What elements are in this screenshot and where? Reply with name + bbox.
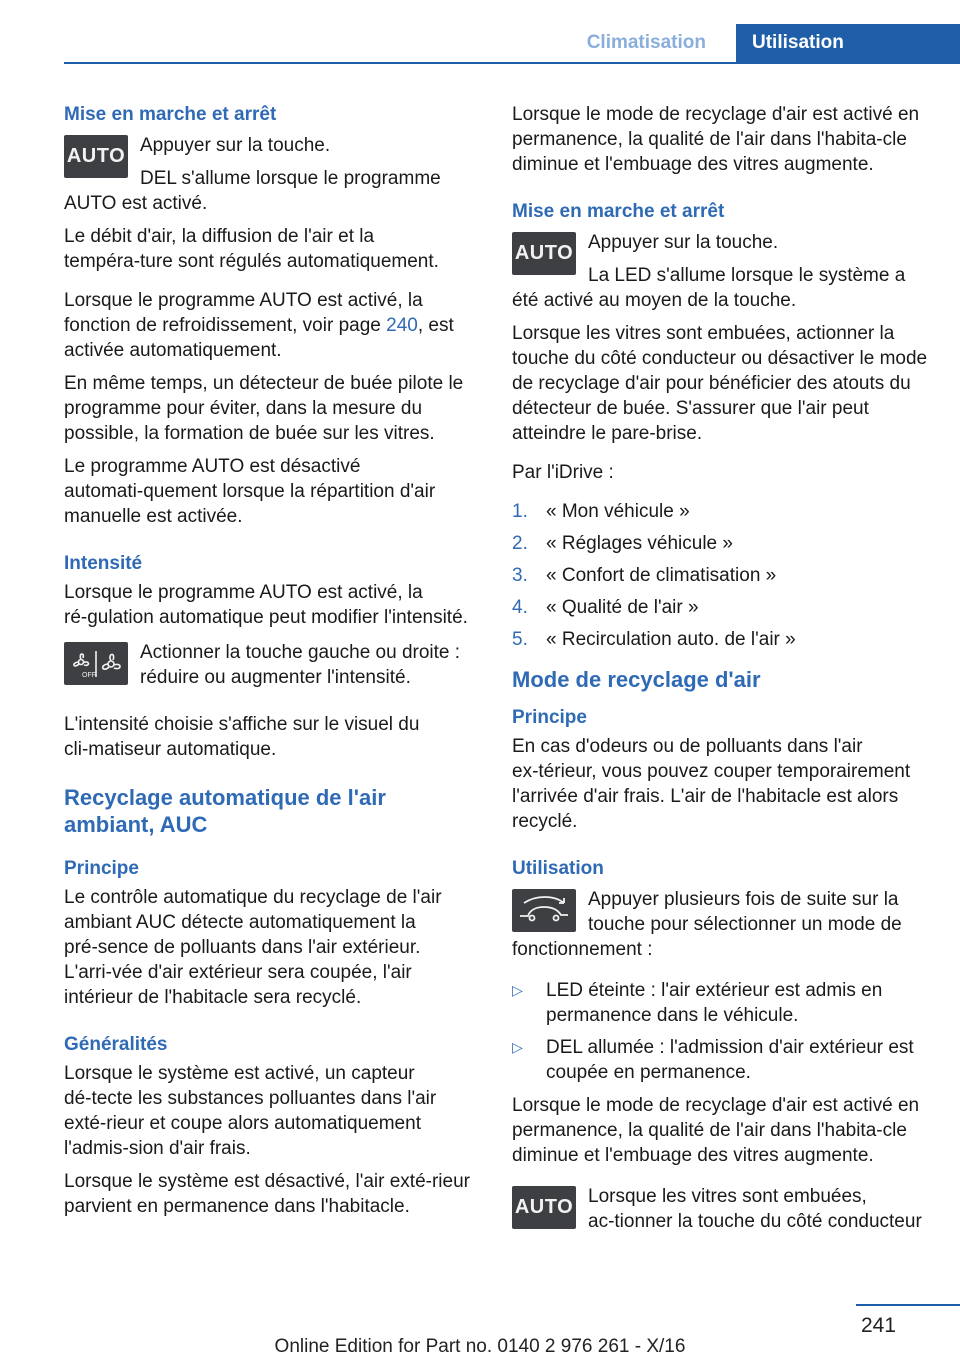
paragraph: Le contrôle automatique du recyclage de l'air ambiant AUC détecte automatiquement la pré‑sence de polluants dans l'air extérieur. L'arri‑vée d'air extérieur sera coupée, l'air intérieur de l'habitacle sera recyclé.	[64, 887, 442, 1008]
footer-edition: Online Edition for Part no. 0140 2 976 261 - X/16	[274, 1336, 686, 1357]
paragraph: Lorsque le mode de recyclage d'air est activé en permanence, la qualité de l'air dans l'habita‑cle diminue et l'embuage des vitres augmente.	[512, 1095, 920, 1166]
right-column	[512, 102, 930, 1242]
recirculation-text: Appuyer plusieurs fois de suite sur la touche pour sélectionner un mode de fonctionnement :	[512, 889, 902, 960]
led-text: La LED s'allume lorsque le système a été activé au moyen de la touche.	[512, 265, 906, 311]
list-item: 2. « Réglages véhicule »	[512, 533, 733, 554]
left-column	[64, 102, 478, 1227]
auto-block	[64, 131, 478, 224]
page-number: 241	[860, 1314, 896, 1337]
intensity-text: Actionner la touche gauche ou droite : réduire ou augmenter l'intensité.	[140, 642, 461, 688]
auto-button-icon: AUTO	[64, 135, 128, 178]
svg-text:OFF: OFF	[82, 671, 96, 679]
list-item: ▷ LED éteinte : l'air extérieur est admis en permanence dans le véhicule.	[512, 980, 883, 1026]
paragraph: Lorsque le programme AUTO est activé, la ré‑gulation automatique peut modifier l'intensité.	[64, 582, 468, 628]
recirculation-block	[512, 885, 930, 970]
mode-list	[512, 978, 930, 1085]
list-item: 1. « Mon véhicule »	[512, 501, 690, 522]
paragraph: Lorsque le mode de recyclage d'air est activé en permanence, la qualité de l'air dans l'habita‑cle diminue et l'embuage des vitres augmente.	[512, 104, 920, 175]
heading-principe: Principe	[64, 858, 139, 879]
paragraph: Lorsque le système est désactivé, l'air exté‑rieur parvient en permanence dans l'habitacle.	[64, 1171, 470, 1217]
paragraph: Lorsque les vitres sont embuées, ac‑tionner la touche du côté conducteur	[588, 1186, 922, 1232]
paragraph: L'intensité choisie s'affiche sur le visuel du cli‑matiseur automatique.	[64, 714, 420, 760]
fan-intensity-icon	[64, 642, 128, 685]
heading-mise-en-marche: Mise en marche et arrêt	[512, 201, 725, 222]
heading-mode-recyclage: Mode de recyclage d'air	[512, 667, 761, 692]
page-link[interactable]: 240	[386, 315, 418, 336]
paragraph: Lorsque le programme AUTO est activé, la fonction de refroidissement, voir page 240, est activée automatiquement.	[64, 290, 454, 361]
list-item: 3. « Confort de climatisation »	[512, 565, 777, 586]
auto-block	[512, 228, 930, 321]
heading-generalites: Généralités	[64, 1034, 168, 1055]
heading-recyclage-auc: Recyclage automatique de l'air ambiant, AUC	[64, 785, 386, 837]
press-key-text: Appuyer sur la touche.	[140, 135, 331, 156]
paragraph: Lorsque le système est activé, un capteur dé‑tecte les substances polluantes dans l'air exté‑rieur et coupe alors automatiquement l'admis‑sion d'air frais.	[64, 1063, 437, 1159]
header-bar	[64, 24, 960, 64]
paragraph: En même temps, un détecteur de buée pilote le programme pour éviter, dans la mesure du possible, la formation de buée sur les vitres.	[64, 373, 464, 444]
list-item: ▷ DEL allumée : l'admission d'air extérieur est coupée en permanence.	[512, 1037, 914, 1083]
paragraph: Le débit d'air, la diffusion de l'air et la tempéra‑ture sont régulés automatiquement.	[64, 226, 439, 272]
heading-utilisation: Utilisation	[512, 858, 604, 879]
auto-block-2	[512, 1182, 930, 1242]
list-item: 5. « Recirculation auto. de l'air »	[512, 629, 796, 650]
heading-intensite: Intensité	[64, 553, 143, 574]
press-key-text: Appuyer sur la touche.	[588, 232, 779, 253]
intensity-block	[64, 638, 478, 698]
led-text: DEL s'allume lorsque le programme AUTO est activé.	[64, 168, 441, 214]
tab-climatisation[interactable]: Climatisation	[586, 32, 706, 53]
paragraph: Lorsque les vitres sont embuées, actionner la touche du côté conducteur ou désactiver le mode de recyclage d'air pour bénéficier des atouts du détecteur de buée. S'assurer que l'air peut atteindre le pare-brise.	[512, 323, 928, 444]
air-recirculation-icon	[512, 889, 576, 932]
paragraph: En cas d'odeurs ou de polluants dans l'air ex‑térieur, vous pouvez couper temporairement l'arrivée d'air frais. L'air de l'habitacle est alors recyclé.	[512, 736, 911, 832]
list-item: 4. « Qualité de l'air »	[512, 597, 699, 618]
heading-mise-en-marche: Mise en marche et arrêt	[64, 104, 277, 125]
auto-button-icon: AUTO	[512, 232, 576, 275]
paragraph: Le programme AUTO est désactivé automati‑quement lorsque la répartition d'air manuelle est activée.	[64, 456, 436, 527]
paragraph: Par l'iDrive :	[512, 462, 614, 483]
heading-principe: Principe	[512, 707, 587, 728]
idrive-steps	[512, 499, 930, 652]
footer-rule	[856, 1304, 960, 1306]
auto-button-icon: AUTO	[512, 1186, 576, 1229]
tab-utilisation[interactable]: Utilisation	[736, 24, 960, 62]
